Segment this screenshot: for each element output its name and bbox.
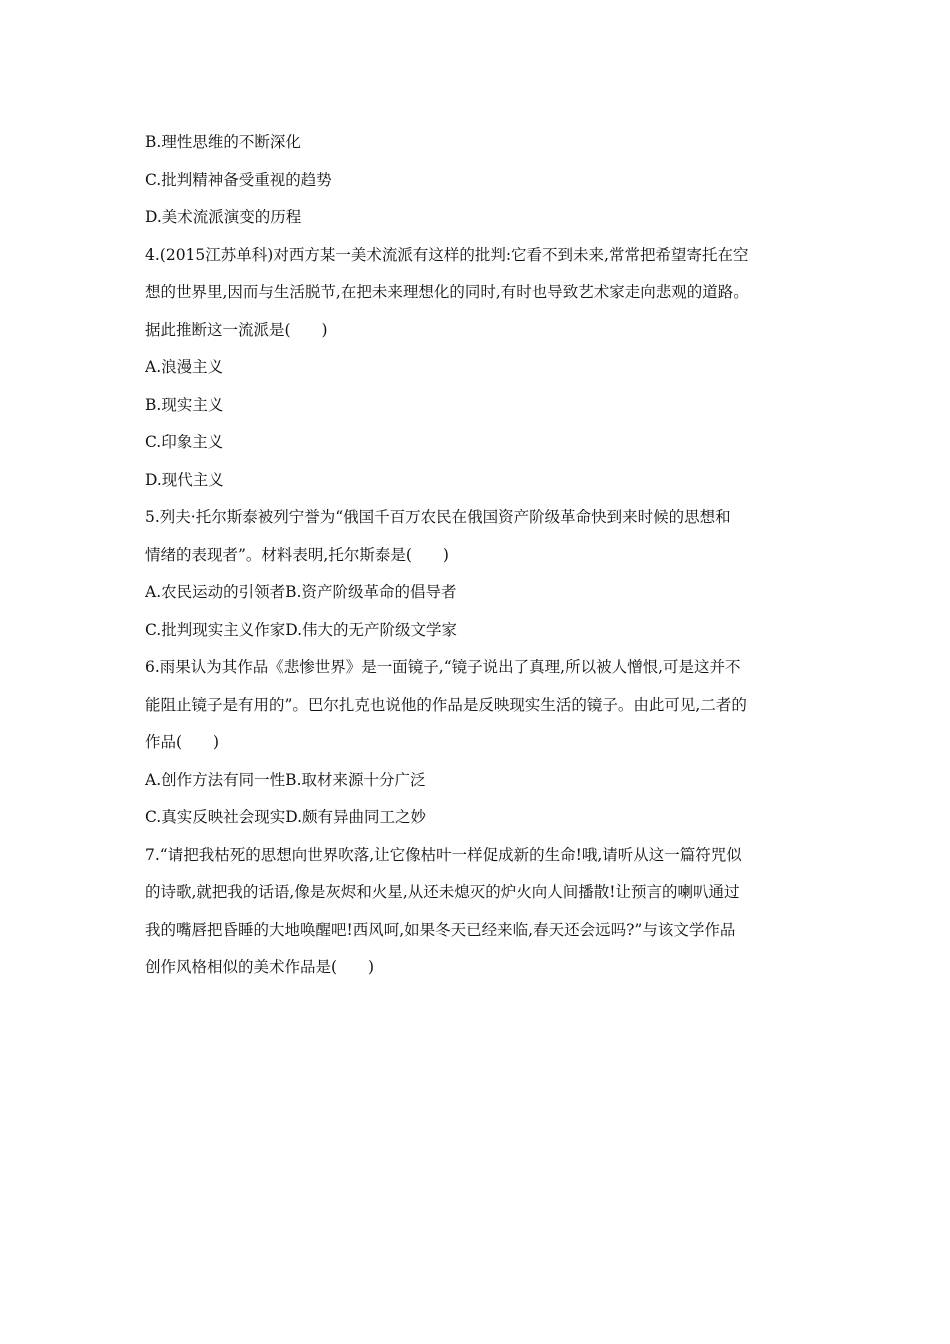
option-line: A.浪漫主义 (145, 358, 224, 376)
option-line: D.美术流派演变的历程 (145, 208, 302, 226)
document-body (145, 124, 810, 987)
question-7-line: 创作风格相似的美术作品是( ) (145, 958, 375, 976)
option-line: B.理性思维的不断深化 (145, 133, 301, 151)
question-5-line: 情绪的表现者”。材料表明,托尔斯泰是( ) (145, 545, 449, 564)
question-5-line: 5.列夫·托尔斯泰被列宁誉为“俄国千百万农民在俄国资产阶级革命快到来时候的思想和 (145, 508, 731, 526)
option-line: C.批判精神备受重视的趋势 (145, 170, 332, 189)
question-6-line: 6.雨果认为其作品《悲惨世界》是一面镜子,“镜子说出了真理,所以被人憎恨,可是这并不 (145, 658, 741, 676)
question-4-line: 4.(2015江苏单科)对西方某一美术流派有这样的批判:它看不到未来,常常把希望寄托在空 (145, 245, 749, 264)
question-7-line: 我的嘴唇把昏睡的大地唤醒吧!西风呵,如果冬天已经来临,春天还会远吗?”与该文学作品 (145, 920, 736, 939)
question-4-line: 据此推断这一流派是( ) (145, 320, 328, 339)
option-line: C.批判现实主义作家D.伟大的无产阶级文学家 (145, 620, 458, 639)
option-line: C.印象主义 (145, 433, 224, 451)
option-line: B.现实主义 (145, 395, 224, 414)
question-7-line: 的诗歌,就把我的话语,像是灰烬和火星,从还未熄灭的炉火向人间播散!让预言的喇叭通过 (145, 883, 740, 901)
question-6-line: 作品( ) (145, 733, 220, 751)
option-line: D.现代主义 (145, 470, 224, 489)
option-line: C.真实反映社会现实D.颇有异曲同工之妙 (145, 808, 427, 826)
question-4-line: 想的世界里,因而与生活脱节,在把未来理想化的同时,有时也导致艺术家走向悲观的道路。 (145, 283, 749, 301)
option-line: A.创作方法有同一性B.取材来源十分广泛 (145, 770, 426, 789)
option-line: A.农民运动的引领者B.资产阶级革命的倡导者 (145, 583, 457, 601)
question-6-line: 能阻止镜子是有用的”。巴尔扎克也说他的作品是反映现实生活的镜子。由此可见,二者的 (145, 695, 747, 714)
question-7-line: 7.“请把我枯死的思想向世界吹落,让它像枯叶一样促成新的生命!哦,请听从这一篇符咒似 (145, 845, 742, 864)
